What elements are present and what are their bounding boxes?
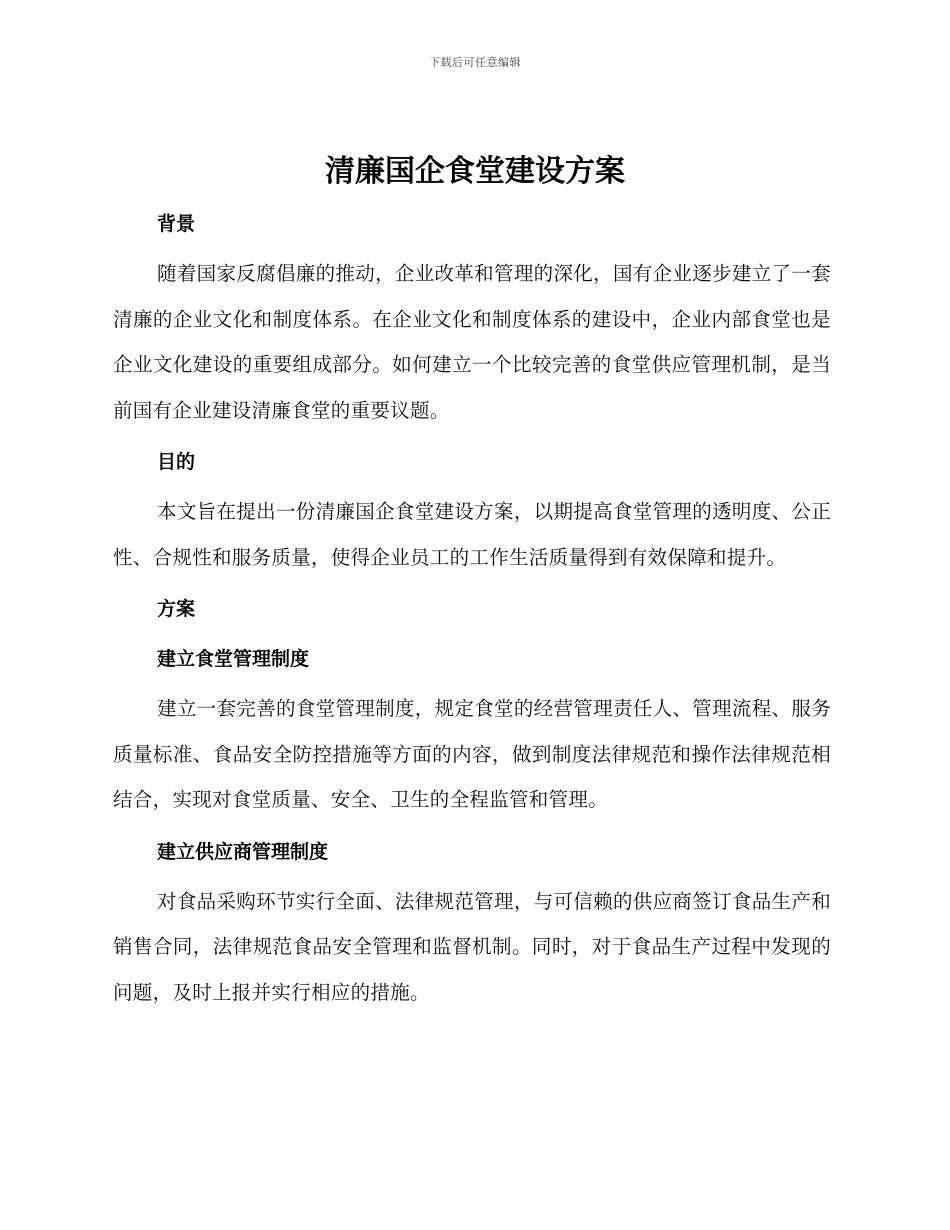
section-heading-canteen-management: 建立食堂管理制度: [157, 648, 310, 670]
section-paragraph-purpose: 本文旨在提出一份清廉国企食堂建设方案，以期提高食堂管理的透明度、公正性、合规性和服务质量，使得企业员工的工作生活质量得到有效保障和提升。: [113, 500, 831, 569]
section-heading-background: 背景: [157, 213, 196, 235]
section-paragraph-canteen-management: 建立一套完善的食堂管理制度，规定食堂的经营管理责任人、管理流程、服务质量标准、食品安全防控措施等方面的内容，做到制度法律规范和操作法律规范相结合，实现对食堂质量、安全、卫生的全程监管和管理。: [113, 697, 831, 811]
section-paragraph-background: 随着国家反腐倡廉的推动，企业改革和管理的深化，国有企业逐步建立了一套清廉的企业文化和制度体系。在企业文化和制度体系的建设中，企业内部食堂也是企业文化建设的重要组成部分。如何建立一个比较完善的食堂供应管理机制，是当前国有企业建设清廉食堂的重要议题。: [113, 262, 831, 422]
section-heading-supplier-management: 建立供应商管理制度: [157, 840, 329, 863]
section-heading-purpose: 目的: [157, 451, 196, 473]
page-header-note: 下载后可任意编辑: [429, 56, 521, 69]
section-paragraph-supplier-management: 对食品采购环节实行全面、法律规范管理，与可信赖的供应商签订食品生产和销售合同，法律规范食品安全管理和监督机制。同时，对于食品生产过程中发现的问题，及时上报并实行相应的措施。: [113, 889, 831, 1004]
section-heading-plan: 方案: [157, 598, 196, 620]
document-title: 清廉国企食堂建设方案: [325, 154, 625, 189]
document-body: [113, 203, 831, 1015]
